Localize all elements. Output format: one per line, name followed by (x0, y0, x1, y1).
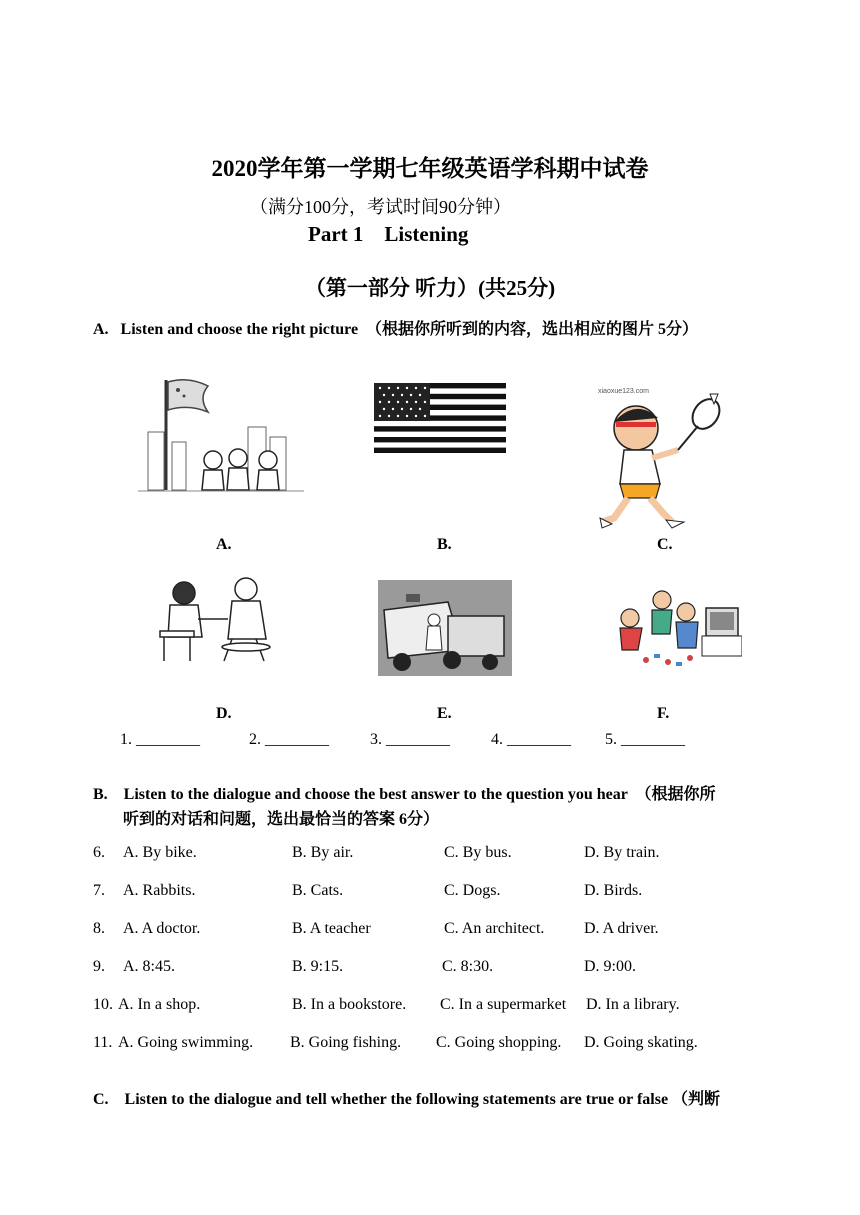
option-b[interactable]: B. By air. (292, 844, 354, 861)
option-d[interactable]: D. A driver. (584, 920, 659, 937)
section-b-heading-line2: 听到的对话和问题，选出最恰当的答案 6分） (123, 811, 440, 828)
picture-label-e: E. (437, 705, 452, 722)
option-d[interactable]: D. In a library. (586, 996, 680, 1013)
flag-ceremony-picture (138, 372, 304, 494)
option-c[interactable]: C. Going shopping. (436, 1034, 562, 1051)
part-title: Part 1 Listening (308, 222, 469, 246)
answer-blank-4[interactable]: 4. ________ (491, 731, 571, 748)
section-c-heading: C. Listen to the dialogue and tell whether the following statements are true or false （判断 (93, 1091, 721, 1108)
answer-blank-2[interactable]: 2. ________ (249, 731, 329, 748)
option-a[interactable]: A. A doctor. (123, 920, 201, 937)
option-a[interactable]: A. By bike. (123, 844, 197, 861)
option-d[interactable]: D. Going skating. (584, 1034, 698, 1051)
section-b-heading: B. Listen to the dialogue and choose the best answer to the question you hear （根据你所 (93, 786, 716, 803)
option-b[interactable]: B. In a bookstore. (292, 996, 407, 1013)
badminton-player-picture (594, 388, 726, 530)
exam-title: 2020学年第一学期七年级英语学科期中试卷 (211, 156, 649, 181)
picture-label-f: F. (657, 705, 670, 722)
option-d[interactable]: D. 9:00. (584, 958, 636, 975)
option-a[interactable]: A. In a shop. (118, 996, 201, 1013)
option-c[interactable]: C. By bus. (444, 844, 512, 861)
part-title-cn: （第一部分 听力）(共25分) (304, 276, 556, 300)
question-number: 9. (93, 958, 105, 975)
option-c[interactable]: C. An architect. (444, 920, 545, 937)
answer-blank-3[interactable]: 3. ________ (370, 731, 450, 748)
option-d[interactable]: D. Birds. (584, 882, 643, 899)
option-a[interactable]: A. Rabbits. (123, 882, 196, 899)
american-flag-picture (374, 383, 506, 453)
picture-label-a: A. (216, 536, 232, 553)
option-c[interactable]: C. In a supermarket (440, 996, 567, 1013)
question-number: 11. (93, 1034, 113, 1051)
option-b[interactable]: B. Cats. (292, 882, 344, 899)
option-c[interactable]: C. Dogs. (444, 882, 501, 899)
option-a[interactable]: A. 8:45. (123, 958, 175, 975)
ambulance-picture (378, 580, 512, 676)
question-number: 10. (93, 996, 113, 1013)
doctor-patient-picture (156, 575, 276, 665)
picture-watermark: xiaoxue123.com (598, 388, 649, 395)
exam-subtitle: （满分100分，考试时间90分钟） (250, 197, 511, 217)
question-number: 7. (93, 882, 105, 899)
picture-label-c: C. (657, 536, 673, 553)
answer-blank-5[interactable]: 5. ________ (605, 731, 685, 748)
answer-blank-1[interactable]: 1. ________ (120, 731, 200, 748)
option-c[interactable]: C. 8:30. (442, 958, 494, 975)
picture-label-d: D. (216, 705, 232, 722)
option-b[interactable]: B. A teacher (292, 920, 371, 937)
option-b[interactable]: B. 9:15. (292, 958, 344, 975)
option-a[interactable]: A. Going swimming. (118, 1034, 254, 1051)
question-number: 6. (93, 844, 105, 861)
messy-room-picture (606, 578, 742, 672)
option-d[interactable]: D. By train. (584, 844, 660, 861)
section-a-heading: A. Listen and choose the right picture （根据你所听到的内容，选出相应的图片 5分） (93, 321, 699, 338)
option-b[interactable]: B. Going fishing. (290, 1034, 402, 1051)
picture-label-b: B. (437, 536, 452, 553)
question-number: 8. (93, 920, 105, 937)
